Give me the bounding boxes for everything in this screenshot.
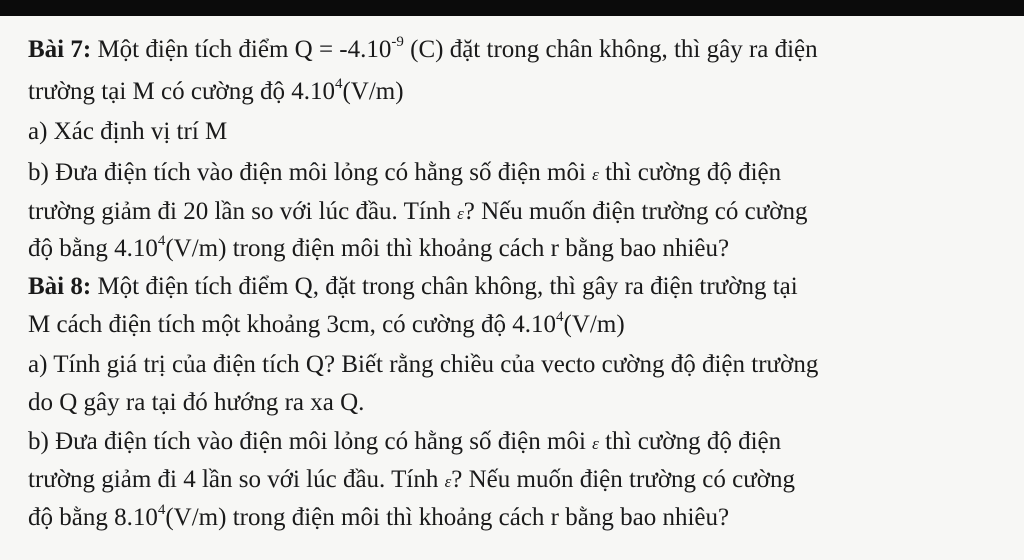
bai7-part-a: a) Xác định vị trí M — [28, 118, 228, 145]
bai8-part-a-line-1: a) Tính giá trị của điện tích Q? Biết rằng chiều của vecto cường độ điện trường — [28, 351, 819, 378]
bai8-title: Bài 8: — [28, 273, 92, 300]
bai8-line-2: M cách điện tích một khoảng 3cm, có cường độ 4.10$^4$(V/m) — [28, 308, 625, 338]
bai7-line-1: Bài 7: Một điện tích điểm $Q = -4.10^{-9}$ (C) đặt trong chân không, thì gây ra điện — [28, 33, 818, 63]
bai8-part-b-line-3: độ bằng 8.10$^4$(V/m) trong điện môi thì khoảng cách r bằng bao nhiêu? — [28, 501, 730, 531]
epsilon-symbol: ε — [592, 165, 599, 184]
bai7-part-b-line-3: độ bằng 4.10$^4$(V/m) trong điện môi thì khoảng cách r bằng bao nhiêu? — [28, 232, 730, 262]
bai7-part-b-line-1: b) Đưa điện tích vào điện môi lỏng có hằng số điện môi ε thì cường độ điện — [28, 159, 782, 186]
top-black-bar — [0, 0, 1024, 16]
bai7-title: Bài 7: — [28, 36, 92, 63]
epsilon-symbol: ε — [444, 472, 452, 491]
epsilon-symbol: ε — [592, 434, 599, 453]
bai8-part-b-line-1: b) Đưa điện tích vào điện môi lỏng có hằng số điện môi ε thì cường độ điện — [28, 428, 782, 455]
bai8-part-b-line-2: trường giảm đi 4 lần so với lúc đầu. Tính ε? Nếu muốn điện trường có cường — [28, 466, 796, 493]
bai7-part-b-line-2: trường giảm đi 20 lần so với lúc đầu. Tính ε? Nếu muốn điện trường có cường — [28, 198, 808, 225]
bai8-line-1: Bài 8: Một điện tích điểm Q, đặt trong chân không, thì gây ra điện trường tại — [28, 273, 798, 300]
epsilon-symbol: ε — [457, 204, 464, 223]
bai8-part-a-line-2: do Q gây ra tại đó hướng ra xa Q. — [28, 389, 365, 416]
bai7-line-2: trường tại M có cường độ 4.10$^4$(V/m) — [28, 75, 404, 105]
document-page — [0, 16, 1024, 560]
